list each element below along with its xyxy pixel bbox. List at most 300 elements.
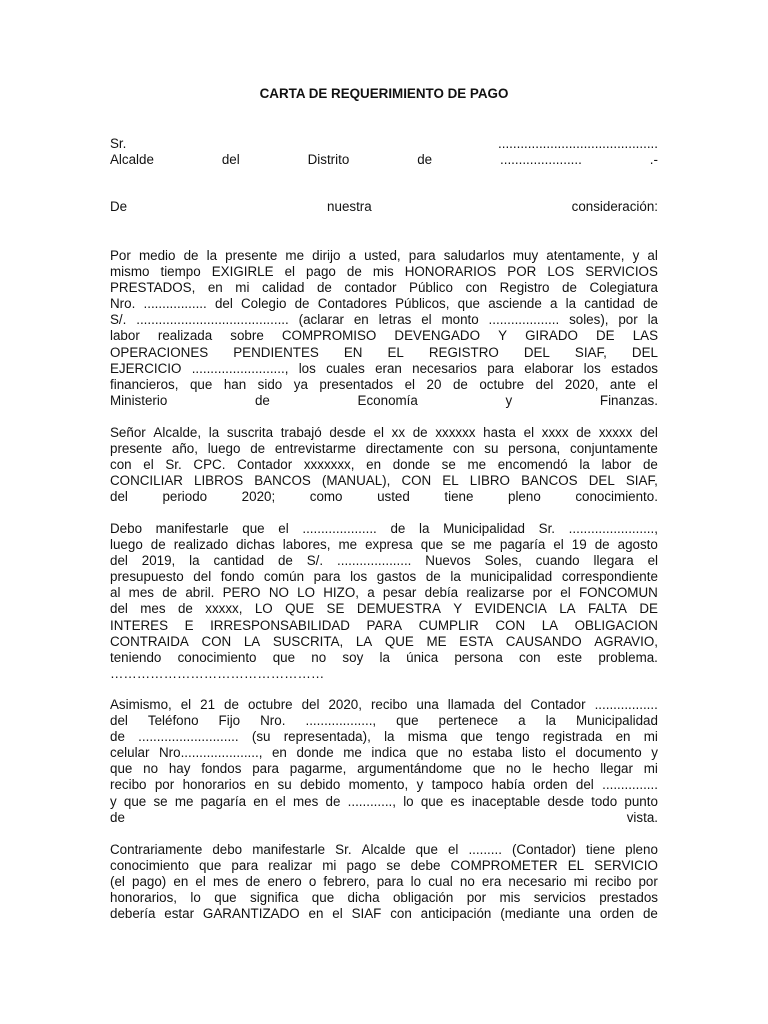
word: EL	[442, 473, 459, 489]
word: el	[421, 312, 432, 328]
word: (aclarar	[298, 312, 344, 328]
text-line	[110, 729, 658, 745]
word: de	[250, 441, 266, 457]
word: OBLIGACION	[574, 617, 658, 633]
word: 21	[200, 697, 216, 712]
word: (Contador)	[511, 842, 576, 857]
text-line	[110, 199, 658, 215]
text-line	[110, 858, 658, 874]
word: SIAF	[351, 906, 382, 922]
word: y	[416, 777, 424, 793]
paragraph-3	[110, 521, 658, 682]
word: le	[531, 761, 543, 777]
word: ...........................	[138, 729, 239, 745]
word: fondo	[220, 569, 255, 585]
word: de	[316, 280, 332, 296]
word: realizar	[268, 858, 313, 874]
word: el	[523, 425, 535, 440]
word: mismo	[110, 264, 150, 280]
word: Nro.	[110, 296, 136, 312]
word: el	[332, 906, 343, 922]
word: Públicos,	[395, 296, 450, 312]
word: EVIDENCIA	[474, 601, 547, 617]
word: xxxxx,	[205, 601, 243, 617]
word: 20	[426, 376, 442, 392]
word: POR	[507, 264, 537, 280]
text-line	[110, 441, 658, 457]
word: S/.	[110, 312, 127, 328]
word: Contadores	[317, 296, 387, 312]
word: tiene	[586, 842, 616, 857]
word: no	[143, 761, 159, 777]
word: dirijo	[312, 248, 341, 263]
word: SIAF,	[574, 344, 607, 360]
word: de	[277, 553, 293, 569]
word: Registro	[499, 280, 550, 296]
paragraph-1	[110, 248, 658, 409]
word: CAUSANDO	[505, 633, 582, 649]
word: desde	[329, 425, 366, 440]
word: Alcalde,	[153, 425, 202, 440]
word: del	[110, 601, 128, 617]
word: honorarios,	[110, 890, 177, 906]
word: prestados	[599, 890, 658, 906]
word: del	[110, 713, 128, 729]
word: de	[412, 425, 428, 440]
word: 2020,	[564, 376, 599, 392]
word: la	[450, 569, 461, 585]
word: pleno	[625, 842, 658, 857]
word: que	[420, 537, 444, 553]
word: xxxxx	[598, 425, 633, 440]
text-line	[110, 745, 658, 761]
word: y	[505, 392, 513, 408]
word: ya	[293, 376, 308, 392]
word: conocimiento	[177, 649, 257, 665]
word: el	[275, 793, 286, 809]
word: el	[404, 376, 416, 392]
word: .........................................	[136, 312, 289, 328]
word: necesario	[508, 874, 567, 890]
word: trabajó	[280, 425, 322, 440]
word: persona,	[508, 441, 561, 457]
word: luego	[110, 537, 143, 553]
word: anticipación	[420, 906, 492, 922]
word: el	[143, 457, 154, 473]
word: octubre	[247, 697, 293, 712]
text-line	[110, 345, 658, 361]
word: FALTA	[587, 601, 627, 617]
word: COMPROMETER	[450, 858, 558, 874]
word: estar	[164, 906, 195, 922]
word: el	[560, 585, 571, 601]
word: que	[110, 761, 133, 777]
word: PARA	[366, 617, 403, 633]
word: .........	[468, 842, 502, 857]
paragraph-2	[110, 425, 658, 505]
word: que	[198, 858, 222, 874]
word: debo	[212, 842, 243, 857]
text-line	[110, 842, 658, 858]
word: argumentándome	[357, 761, 463, 777]
word: LA	[541, 617, 559, 633]
word: pesar	[382, 585, 417, 601]
word: de	[150, 537, 166, 553]
word: para	[313, 569, 341, 585]
word: conocimiento.	[575, 489, 658, 505]
word: me	[174, 793, 194, 809]
text-line	[110, 810, 658, 826]
word: por	[618, 312, 638, 328]
word: DEVENGADO	[394, 328, 480, 344]
word: conjuntamente	[570, 441, 658, 457]
word: el	[447, 842, 459, 857]
word: teniendo	[110, 649, 162, 665]
word: Y	[453, 601, 463, 617]
text-line	[110, 777, 658, 793]
word: estados	[611, 360, 658, 376]
word: debía	[424, 585, 459, 601]
word: que	[189, 376, 213, 392]
word: lo	[403, 793, 414, 809]
word: Alcalde	[361, 842, 406, 857]
word: periodo	[162, 489, 208, 505]
word: SUSCRITA,	[272, 633, 344, 649]
word: (mediante	[500, 906, 560, 922]
word: obligación	[392, 890, 454, 906]
word: se	[153, 793, 168, 809]
word: inaceptable	[471, 793, 541, 809]
word: fondos	[201, 761, 242, 777]
word: representada),	[283, 729, 371, 745]
word: EJERCICIO	[110, 360, 182, 376]
word: letras	[378, 312, 412, 328]
text-line	[110, 328, 658, 344]
word: Fijo	[218, 713, 241, 729]
word: CON	[201, 633, 232, 649]
word: en	[173, 874, 189, 890]
word: la	[208, 425, 220, 440]
word: desde	[547, 793, 584, 809]
word: DEMUESTRA	[356, 601, 441, 617]
word: se	[386, 858, 401, 874]
word: que	[123, 793, 147, 809]
text-line	[110, 697, 658, 713]
word: PERO	[222, 585, 261, 601]
word: LA	[559, 601, 576, 617]
document-title: CARTA DE REQUERIMIENTO DE PAGO	[259, 86, 509, 101]
word: y	[632, 248, 640, 263]
word: DE	[639, 601, 658, 617]
word: pertenece	[438, 713, 499, 729]
word: HONORARIOS	[404, 264, 497, 280]
word: luego	[207, 441, 241, 457]
word: Teléfono	[147, 713, 199, 729]
word: presupuesto	[110, 569, 184, 585]
text-line	[110, 874, 658, 890]
word: que	[272, 649, 296, 665]
word: calidad	[261, 280, 305, 296]
word: Alcalde	[110, 152, 154, 168]
word: manifestarle	[252, 842, 326, 857]
word: del	[110, 553, 128, 569]
word: se	[441, 457, 456, 473]
word: De	[110, 199, 128, 214]
word: documento	[575, 745, 642, 761]
word: muy	[512, 248, 539, 263]
word: xxxxxxx,	[303, 457, 355, 473]
word: por	[154, 777, 175, 793]
word: en	[253, 793, 269, 809]
word: CON	[401, 473, 432, 489]
word: hay	[168, 761, 191, 777]
word: EL	[567, 858, 585, 874]
word: es	[450, 793, 465, 809]
word: pagarme,	[289, 761, 347, 777]
word: de	[110, 809, 125, 825]
word: de	[417, 152, 433, 168]
word: pagaría	[200, 793, 247, 809]
word: entrevistarme	[274, 441, 356, 457]
word: CONCILIAR	[110, 473, 183, 489]
word: Colegiatura	[589, 280, 658, 296]
word: realizada	[157, 328, 213, 344]
word: COMPROMISO	[281, 328, 377, 344]
text-line	[110, 489, 658, 505]
word: en	[271, 745, 287, 761]
word: Economía	[357, 392, 418, 408]
word: 2020,	[328, 697, 362, 712]
word: el	[647, 553, 658, 569]
word: estaba	[472, 745, 513, 761]
word: el	[647, 376, 658, 392]
word: .........................,	[191, 360, 289, 376]
word: a	[367, 585, 375, 601]
word: significa	[250, 890, 299, 906]
word: presentados	[319, 376, 394, 392]
word: 2020;	[241, 489, 276, 505]
word: IRRESPONSABILIDAD	[210, 617, 350, 633]
word: común	[263, 569, 305, 585]
word: pleno	[508, 489, 541, 505]
word: SERVICIOS	[585, 264, 658, 280]
word: usted,	[364, 248, 401, 263]
word: GIRADO	[525, 328, 578, 344]
word: Municipalidad	[576, 713, 658, 729]
word: LOS	[547, 264, 575, 280]
word: ...........................................	[498, 136, 658, 151]
word: orden	[599, 906, 635, 922]
word: con	[390, 906, 412, 922]
word: del	[193, 569, 212, 585]
word: no	[506, 761, 521, 777]
word: (MANUAL),	[321, 473, 391, 489]
text-line	[110, 713, 658, 729]
word: Señor	[110, 425, 146, 440]
word: se	[451, 537, 466, 553]
word: debería	[110, 906, 156, 922]
word: la	[206, 248, 218, 263]
word: una	[568, 906, 591, 922]
word: en	[308, 906, 324, 922]
word: una	[416, 697, 439, 712]
word: ESTA	[459, 633, 494, 649]
word: soles),	[569, 312, 609, 328]
word: Finanzas.	[599, 392, 658, 408]
word: los	[298, 360, 316, 376]
word: expresa	[365, 537, 413, 553]
word: ............,	[347, 793, 396, 809]
word: misma	[407, 729, 448, 745]
word: labor	[110, 328, 140, 344]
word: para	[252, 761, 279, 777]
text-line	[110, 152, 658, 168]
text-line	[110, 377, 658, 393]
word: de	[162, 585, 178, 601]
word: recibo	[594, 874, 632, 890]
word: .................	[143, 296, 207, 312]
addressee-block	[110, 136, 658, 168]
word: en	[254, 777, 270, 793]
word: SERVICIO	[594, 858, 658, 874]
text-line	[110, 650, 658, 666]
word: dicha	[347, 890, 380, 906]
word: del	[110, 489, 128, 505]
word: donde	[392, 457, 430, 473]
word: octubre	[479, 376, 525, 392]
word: DEL	[631, 344, 658, 360]
word: al	[647, 248, 658, 263]
word: todo	[591, 793, 618, 809]
word: de	[254, 392, 270, 408]
word: hasta	[483, 425, 516, 440]
word: NO	[268, 585, 289, 601]
text-line	[110, 296, 658, 312]
word: donde	[296, 745, 334, 761]
word: AGRAVIO,	[594, 633, 658, 649]
word: cantidad	[213, 553, 265, 569]
word: que	[457, 296, 480, 312]
word: mes	[293, 793, 319, 809]
word: conocimiento	[110, 858, 189, 874]
word: para	[408, 248, 436, 263]
word: Sr.	[335, 842, 352, 857]
word: ...................	[488, 312, 560, 328]
word: nuestra	[327, 199, 372, 214]
word: era	[481, 874, 502, 890]
word: la	[189, 553, 200, 569]
word: contador	[344, 280, 397, 296]
word: manifestarle	[155, 521, 229, 536]
word: en	[615, 729, 631, 745]
text-line	[110, 666, 658, 682]
word: o	[308, 874, 317, 890]
word: .................	[594, 697, 658, 712]
word: GARANTIZADO	[202, 906, 300, 922]
word: LAS	[632, 328, 658, 344]
word: ....................	[337, 553, 412, 569]
word: Sr.	[110, 136, 127, 151]
text-line	[110, 473, 658, 489]
word: no	[447, 745, 463, 761]
word: .-	[649, 152, 658, 168]
word: saludarlos	[443, 248, 505, 263]
word: cuales	[326, 360, 365, 376]
word: la	[379, 649, 390, 665]
word: me	[285, 248, 305, 263]
word: presente	[225, 248, 278, 263]
word: agosto	[617, 537, 658, 553]
word: elaborar	[524, 360, 574, 376]
word: CPC.	[193, 457, 226, 473]
word: punto	[624, 793, 658, 809]
word: suscrita	[226, 425, 274, 440]
word: año,	[171, 441, 198, 457]
word: mes	[140, 601, 166, 617]
word: indica	[371, 745, 407, 761]
word: llamada	[447, 697, 495, 712]
word: S/.	[306, 553, 324, 569]
word: los	[350, 569, 368, 585]
word: de	[110, 729, 125, 745]
word: única	[406, 649, 439, 665]
word: febrero,	[323, 874, 370, 890]
word: Colegio	[241, 296, 287, 312]
word: en	[207, 280, 223, 296]
word: QUE	[285, 601, 315, 617]
word: del	[535, 376, 554, 392]
greeting-line	[110, 199, 658, 215]
word: con	[110, 457, 132, 473]
word: de	[224, 697, 239, 712]
word: LIBRO	[469, 473, 510, 489]
paragraph-5	[110, 842, 658, 922]
word: correspondiente	[561, 569, 658, 585]
word: pago)	[132, 874, 167, 890]
word: de	[294, 296, 310, 312]
word: del	[301, 697, 320, 712]
word: con	[465, 280, 488, 296]
word: que	[311, 890, 335, 906]
word: como	[309, 489, 343, 505]
word: me	[338, 537, 358, 553]
word: celular	[110, 745, 150, 761]
word: de	[452, 376, 468, 392]
word: pago	[306, 264, 336, 280]
word: la	[565, 296, 577, 312]
word: xxxx	[541, 425, 569, 440]
word: había	[491, 777, 525, 793]
word: el	[555, 745, 566, 761]
text-line	[110, 280, 658, 296]
paragraph-4	[110, 697, 658, 826]
word: atentamente,	[546, 248, 625, 263]
word: de	[643, 296, 658, 312]
word: EXIGIRLE	[211, 264, 274, 280]
word: tiene	[444, 489, 474, 505]
word: de	[177, 601, 193, 617]
word: del	[221, 152, 240, 168]
word: 2019,	[141, 553, 176, 569]
word: tiempo	[160, 264, 201, 280]
word: cuando	[535, 553, 580, 569]
word: CUMPLIR	[418, 617, 479, 633]
word: a	[518, 713, 526, 729]
word: lo	[190, 890, 201, 906]
word: LA	[243, 633, 261, 649]
word: momento,	[348, 777, 409, 793]
word: Distrito	[307, 152, 350, 168]
